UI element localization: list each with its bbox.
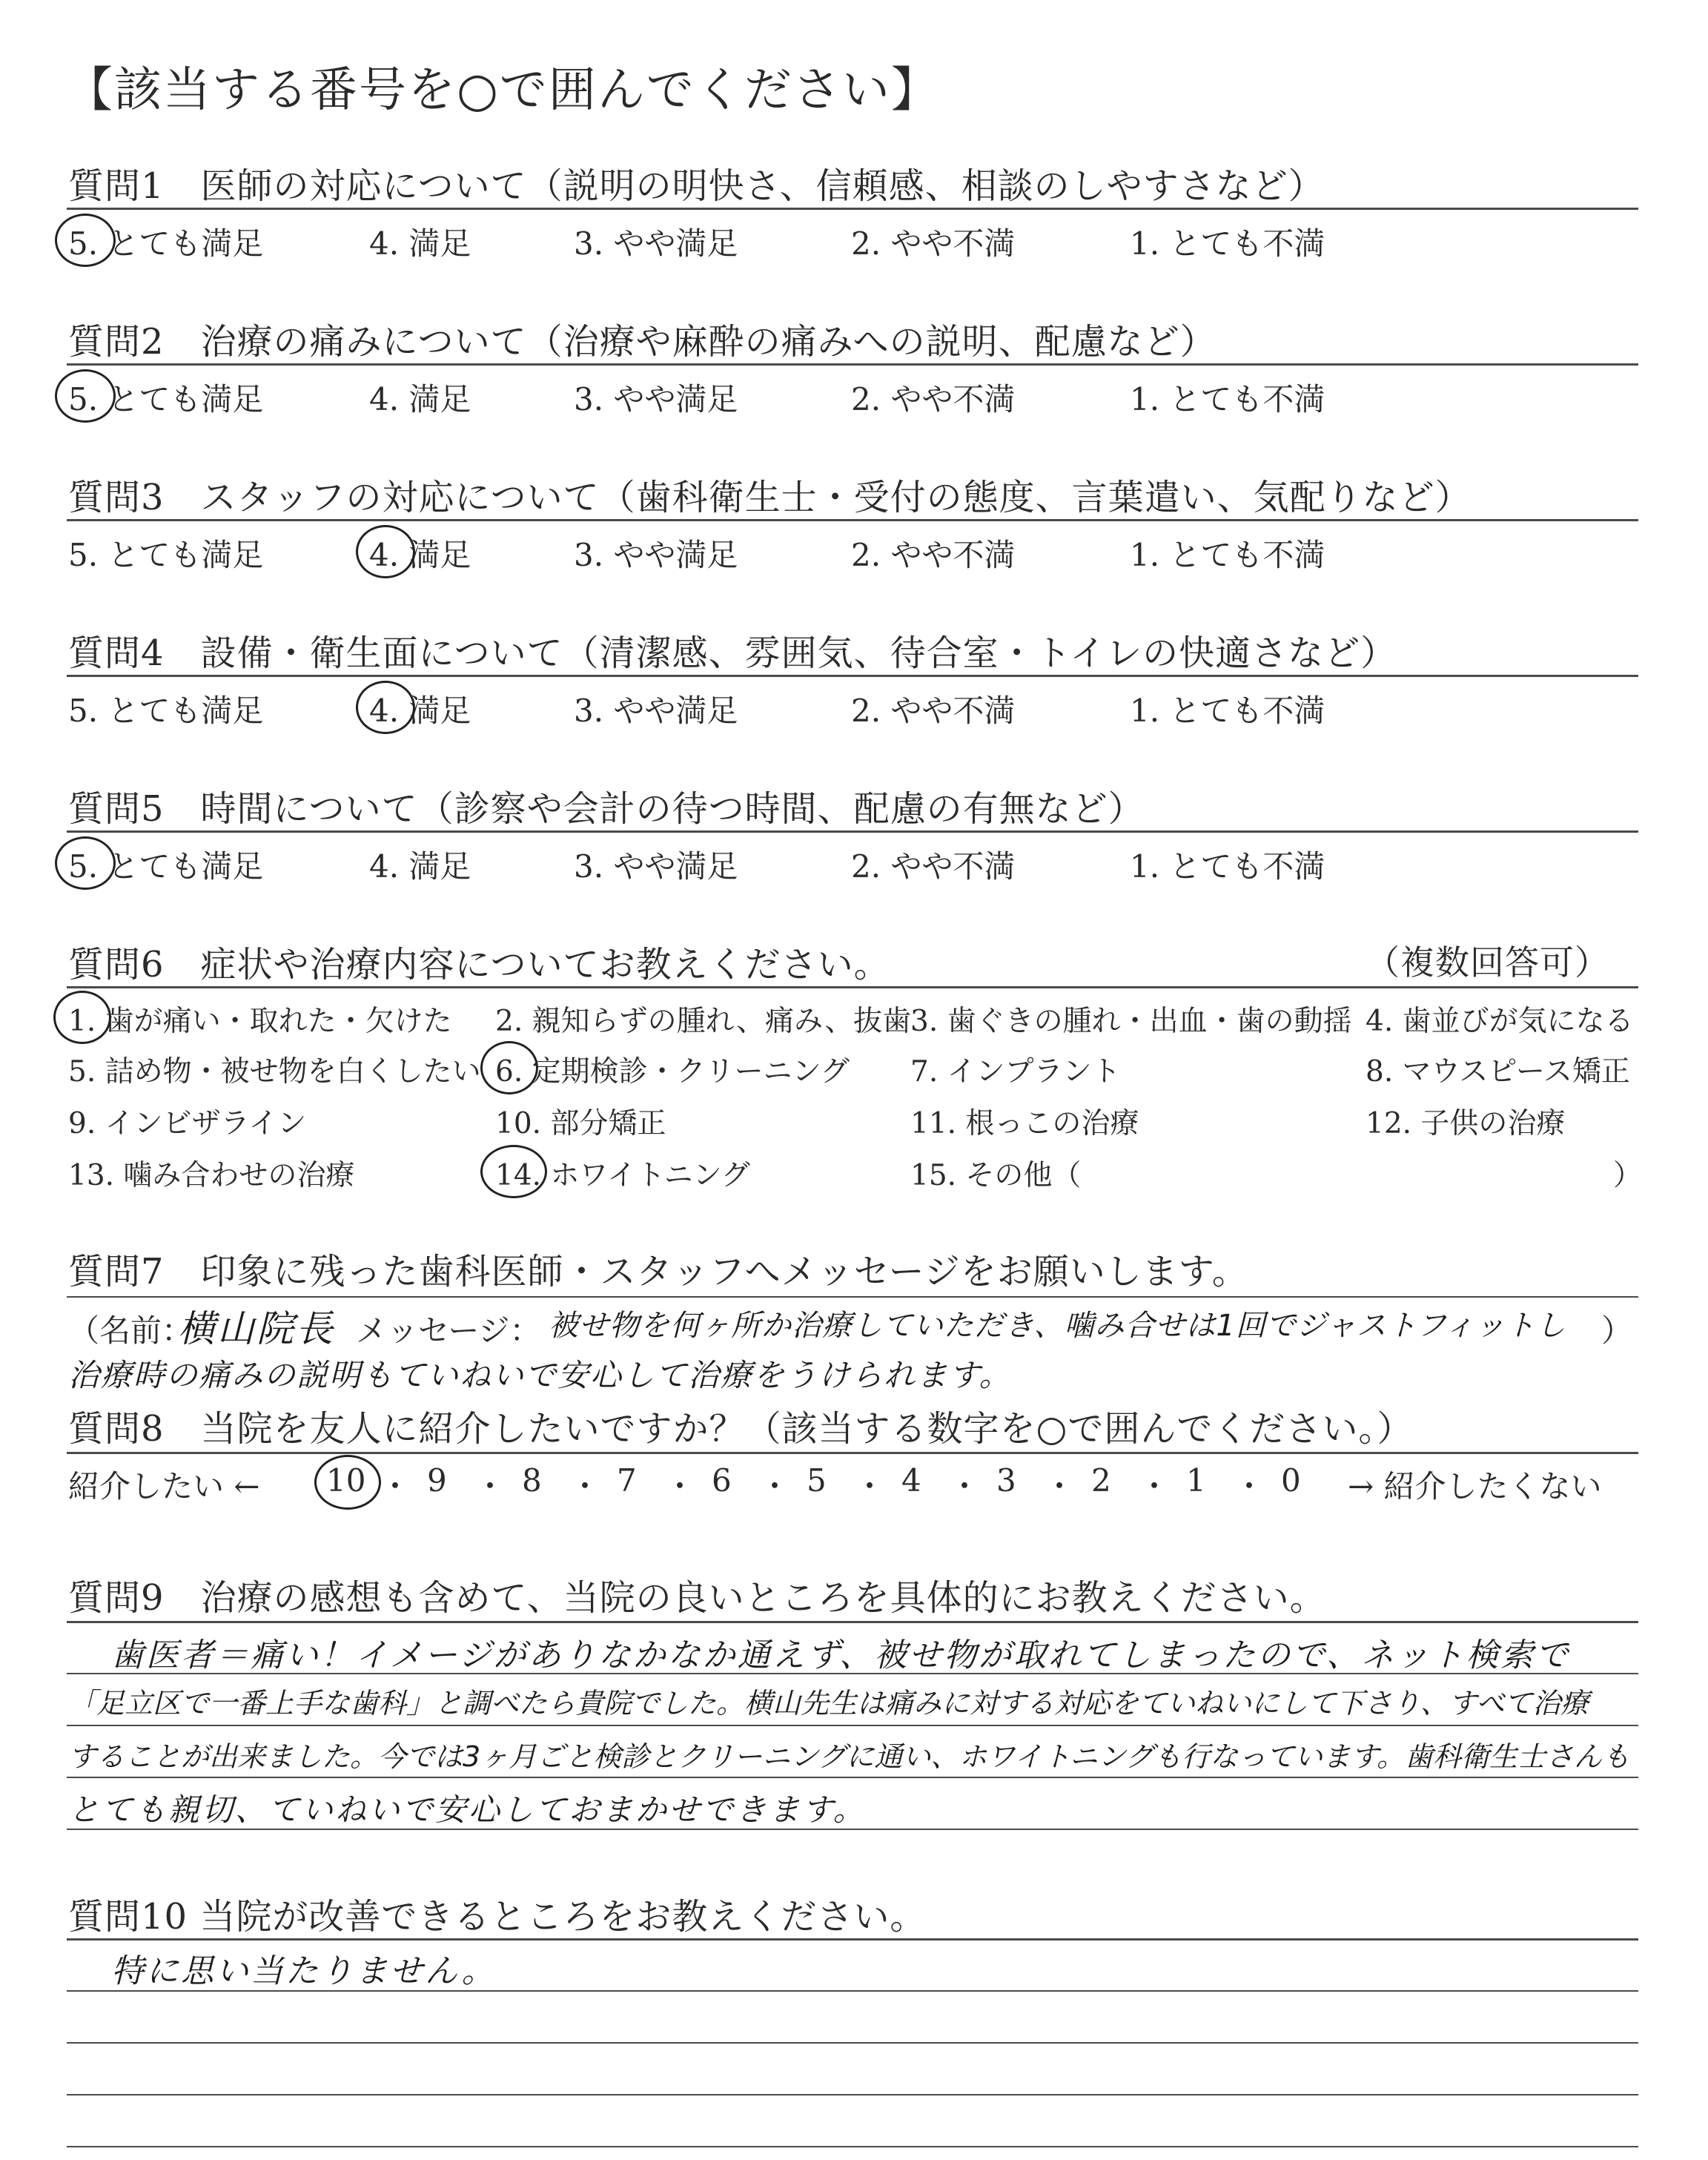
q2-title: 質問2 治療の痛みについて（治療や麻酔の痛みへの説明、配慮など） (68, 321, 1217, 363)
q10-answer: 特に思い当たりません。 (111, 1952, 497, 1990)
q1-option-5[interactable]: 5. とても満足 (68, 225, 264, 262)
q8-scale-3[interactable]: 3 (996, 1462, 1016, 1499)
q6-option-15-close[interactable]: ） (1613, 1159, 1643, 1192)
page-header: 【該当する番号を○で囲んでください】 (65, 63, 940, 118)
q6-option-12[interactable]: 12. 子供の治療 (1366, 1107, 1566, 1140)
q7-close-paren: ） (1601, 1312, 1633, 1349)
q1-selection-circle (55, 214, 116, 267)
q4-option-3[interactable]: 3. やや満足 (574, 693, 738, 729)
q6-selection-circle-1 (53, 991, 111, 1044)
q6-option-15[interactable]: 15. その他（ (910, 1159, 1082, 1192)
q6-title: 質問6 症状や治療内容についてお教えください。 (68, 944, 890, 985)
q2-rule (67, 363, 1638, 366)
q8-scale-10[interactable]: 10 (326, 1462, 366, 1499)
q6-option-9[interactable]: 9. インビザライン (68, 1107, 307, 1140)
q8-separator: ・ (1234, 1468, 1265, 1505)
q1-option-1[interactable]: 1. とても不満 (1130, 225, 1325, 262)
q8-scale-9[interactable]: 9 (427, 1462, 447, 1499)
q3-selection-circle (356, 525, 415, 578)
q8-scale-5[interactable]: 5 (807, 1462, 827, 1499)
q5-option-1[interactable]: 1. とても不満 (1130, 848, 1325, 885)
q1-title: 質問1 医師の対応について（説明の明快さ、信頼感、相談のしやすさなど） (68, 165, 1325, 207)
q6-option-1[interactable]: 1. 歯が痛い・取れた・欠けた (68, 1005, 452, 1038)
q6-rule (67, 986, 1638, 988)
q2-selection-circle (55, 369, 116, 423)
q8-scale-6[interactable]: 6 (712, 1462, 732, 1499)
q6-note: （複数回答可） (1366, 942, 1609, 982)
q9-line-1: 「足立区で一番上手な歯科」と調べたら貴院でした。横山先生は痛みに対する対応をていねいにして下さり、すべて治療 (68, 1687, 1589, 1720)
q1-option-2[interactable]: 2. やや不満 (851, 225, 1016, 262)
q9-title: 質問9 治療の感想も含めて、当院の良いところを具体的にお教えください。 (68, 1577, 1326, 1619)
q6-option-8[interactable]: 8. マウスピース矯正 (1366, 1055, 1630, 1089)
q1-option-3[interactable]: 3. やや満足 (574, 225, 738, 262)
q4-option-1[interactable]: 1. とても不満 (1130, 693, 1325, 729)
q6-option-13[interactable]: 13. 噛み合わせの治療 (68, 1159, 355, 1192)
q6-option-14[interactable]: 14. ホワイトニング (495, 1159, 750, 1192)
q8-left-label: 紹介したい ← (68, 1468, 260, 1505)
q3-option-4[interactable]: 4. 満足 (369, 537, 471, 573)
q2-option-3[interactable]: 3. やや満足 (574, 381, 738, 417)
q10-rule-3 (67, 2094, 1638, 2095)
q7-message-label: メッセージ： (356, 1312, 541, 1349)
q4-rule (67, 675, 1638, 677)
q7-rule (67, 1296, 1638, 1298)
q6-option-2[interactable]: 2. 親知らずの腫れ、痛み、抜歯 (495, 1005, 912, 1038)
q6-option-6[interactable]: 6. 定期検診・クリーニング (495, 1055, 850, 1089)
q6-selection-circle-14 (480, 1145, 547, 1198)
q6-selection-circle-6 (480, 1041, 538, 1094)
q8-title: 質問8 当院を友人に紹介したいですか？（該当する数字を○で囲んでください。） (68, 1408, 1414, 1450)
q7-name-label: （名前： (68, 1312, 193, 1349)
q3-option-5[interactable]: 5. とても満足 (68, 537, 264, 573)
q7-title: 質問7 印象に残った歯科医師・スタッフへメッセージをお願いします。 (68, 1251, 1248, 1292)
q5-selection-circle (55, 836, 116, 890)
q4-option-2[interactable]: 2. やや不満 (851, 693, 1016, 729)
q6-option-4[interactable]: 4. 歯並びが気になる (1366, 1005, 1634, 1038)
q2-option-2[interactable]: 2. やや不満 (851, 381, 1016, 417)
q8-separator: ・ (1044, 1468, 1076, 1505)
q4-title: 質問4 設備・衛生面について（清潔感、雰囲気、待合室・トイレの快適さなど） (68, 633, 1397, 674)
q10-title: 質問10 当院が改善できるところをお教えください。 (68, 1896, 927, 1938)
q6-option-10[interactable]: 10. 部分矯正 (495, 1107, 666, 1140)
q5-option-3[interactable]: 3. やや満足 (574, 848, 738, 885)
q7-name-value: 横山院長 (178, 1307, 335, 1350)
q8-scale-0[interactable]: 0 (1281, 1462, 1301, 1499)
q8-separator: ・ (474, 1468, 506, 1505)
q8-separator: ・ (854, 1468, 886, 1505)
q2-option-5[interactable]: 5. とても満足 (68, 381, 264, 417)
q5-option-2[interactable]: 2. やや不満 (851, 848, 1016, 885)
q4-selection-circle (356, 681, 415, 734)
q3-option-2[interactable]: 2. やや不満 (851, 537, 1016, 573)
q3-option-1[interactable]: 1. とても不満 (1130, 537, 1325, 573)
q1-option-4[interactable]: 4. 満足 (369, 225, 471, 262)
q8-separator: ・ (380, 1468, 411, 1505)
q5-title: 質問5 時間について（診察や会計の待つ時間、配慮の有無など） (68, 788, 1145, 830)
q8-scale-2[interactable]: 2 (1091, 1462, 1111, 1499)
q8-separator: ・ (664, 1468, 696, 1505)
q5-option-4[interactable]: 4. 満足 (369, 848, 471, 885)
q9-rule-2 (67, 1725, 1638, 1726)
q2-option-1[interactable]: 1. とても不満 (1130, 381, 1325, 417)
q4-option-5[interactable]: 5. とても満足 (68, 693, 264, 729)
q8-scale-8[interactable]: 8 (522, 1462, 542, 1499)
q8-separator: ・ (569, 1468, 601, 1505)
q10-rule-0 (67, 1938, 1638, 1941)
q10-rule-2 (67, 2042, 1638, 2044)
q9-rule-0 (67, 1621, 1638, 1623)
q6-option-7[interactable]: 7. インプラント (910, 1055, 1121, 1089)
q8-separator: ・ (949, 1468, 981, 1505)
q9-line-3: とても親切、ていねいで安心しておまかせできます。 (68, 1791, 867, 1828)
q9-line-0: 歯医者＝痛い！イメージがありなかなか通えず、被せ物が取れてしまったので、ネット検索で (111, 1636, 1571, 1674)
q7-message-line2: 治療時の痛みの説明もていねいで安心して治療をうけられます。 (68, 1357, 1012, 1393)
q3-title: 質問3 スタッフの対応について（歯科衛生士・受付の態度、言葉遣い、気配りなど） (68, 477, 1472, 518)
q8-separator: ・ (759, 1468, 791, 1505)
q9-rule-3 (67, 1777, 1638, 1778)
q3-rule (67, 519, 1638, 521)
q8-scale-4[interactable]: 4 (901, 1462, 921, 1499)
q6-option-11[interactable]: 11. 根っこの治療 (910, 1107, 1139, 1140)
q4-option-4[interactable]: 4. 満足 (369, 693, 471, 729)
q1-rule (67, 208, 1638, 210)
q9-line-2: することが出来ました。今では3ヶ月ごと検診とクリーニングに通い、ホワイトニングも行なっています。歯科衛生士さんも (68, 1740, 1630, 1773)
q8-right-label: → 紹介したくない (1348, 1468, 1602, 1505)
q8-scale-1[interactable]: 1 (1186, 1462, 1206, 1499)
q10-rule-4 (67, 2146, 1638, 2147)
q8-scale-7[interactable]: 7 (617, 1462, 637, 1499)
q8-selection-circle (314, 1455, 381, 1510)
q5-option-5[interactable]: 5. とても満足 (68, 848, 264, 885)
q3-option-3[interactable]: 3. やや満足 (574, 537, 738, 573)
q2-option-4[interactable]: 4. 満足 (369, 381, 471, 417)
q8-separator: ・ (1139, 1468, 1171, 1505)
q5-rule (67, 830, 1638, 833)
q8-rule (67, 1452, 1638, 1454)
q6-option-5[interactable]: 5. 詰め物・被せ物を白くしたい (68, 1055, 481, 1089)
q10-rule-1 (67, 1990, 1638, 1992)
q7-message-line1: 被せ物を何ヶ所か治療していただき、噛み合せは1回でジャストフィットし (549, 1309, 1566, 1343)
q6-option-3[interactable]: 3. 歯ぐきの腫れ・出血・歯の動揺 (910, 1005, 1352, 1038)
